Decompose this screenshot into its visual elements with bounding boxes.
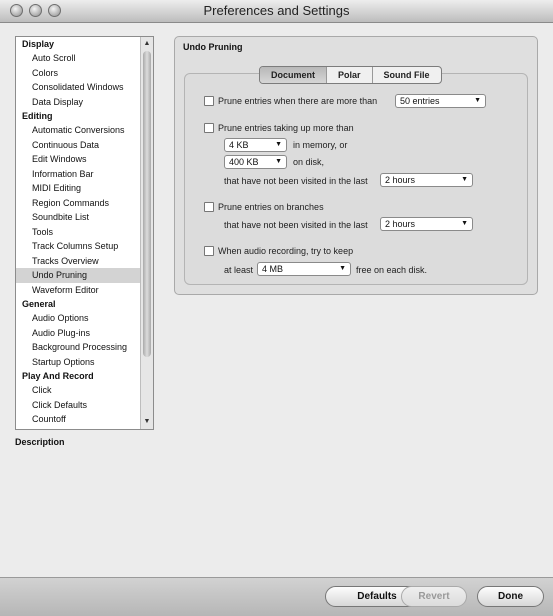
prune-count-value: 50 entries	[400, 96, 440, 106]
free-space-value: 4 MB	[262, 264, 284, 274]
tab-bar	[259, 66, 442, 84]
done-button[interactable]: Done	[477, 586, 544, 607]
audio-recording-label: When audio recording, try to keep	[218, 246, 354, 256]
free-space-suffix: free on each disk.	[356, 265, 428, 275]
prune-size-checkbox[interactable]	[204, 123, 214, 133]
prune-branches-checkbox[interactable]	[204, 202, 214, 212]
sidebar-item[interactable]: Consolidated Windows	[32, 82, 124, 92]
sidebar-list	[16, 37, 141, 427]
sidebar-item[interactable]: Colors	[32, 67, 59, 78]
visited-value-1: 2 hours	[385, 175, 416, 185]
chevron-down-icon: ▼	[339, 265, 346, 272]
sidebar-category[interactable]: Play And Record	[22, 371, 94, 381]
sidebar-item[interactable]: Audio Options	[32, 313, 89, 323]
sidebar-item[interactable]: Edit Windows	[32, 154, 87, 164]
sidebar-item[interactable]: Audio Plug-ins	[32, 327, 91, 338]
bottom-button-bar	[0, 577, 553, 616]
prune-size-label: Prune entries taking up more than	[218, 123, 354, 133]
disk-suffix: on disk,	[293, 157, 325, 167]
scroll-thumb[interactable]	[143, 51, 151, 357]
panel-title: Undo Pruning	[183, 42, 243, 52]
sidebar-item[interactable]: Countoff	[32, 414, 66, 424]
audio-recording-checkbox[interactable]	[204, 246, 214, 256]
memory-size-value: 4 KB	[229, 140, 249, 150]
undo-pruning-panel	[174, 36, 538, 295]
sidebar-item[interactable]: MIDI Editing	[32, 183, 82, 193]
revert-button[interactable]: Revert	[401, 586, 467, 607]
chevron-down-icon: ▼	[461, 220, 468, 227]
sidebar-item[interactable]: Soundbite List	[32, 212, 90, 222]
sidebar-item[interactable]: Continuous Data	[32, 139, 100, 150]
defaults-button[interactable]: Defaults	[325, 586, 429, 607]
sidebar-item[interactable]: Track Columns Setup	[32, 241, 119, 251]
tab-sound-file[interactable]: Sound File	[383, 70, 430, 80]
visited-value-2: 2 hours	[385, 219, 416, 229]
description-label: Description	[15, 437, 65, 447]
scroll-up-arrow-icon[interactable]: ▲	[143, 40, 151, 47]
sidebar-category[interactable]: General	[22, 299, 56, 309]
visited-label-2: that have not been visited in the last	[224, 220, 368, 230]
sidebar-item[interactable]: Click Defaults	[32, 399, 88, 410]
sidebar-item[interactable]: Automatic Conversions	[32, 125, 125, 135]
prune-branches-label: Prune entries on branches	[218, 202, 324, 212]
disk-size-select[interactable]	[224, 155, 287, 169]
sidebar-category[interactable]: Editing	[22, 111, 53, 121]
sidebar-item[interactable]: Tracks Overview	[32, 255, 99, 266]
sidebar-category[interactable]: Display	[22, 39, 55, 49]
sidebar-item[interactable]: Auto Scroll	[32, 53, 76, 63]
tab-polar[interactable]: Polar	[327, 67, 373, 83]
memory-suffix: in memory, or	[293, 140, 348, 150]
tab-document[interactable]: Document	[260, 67, 327, 83]
sidebar-item[interactable]: Background Processing	[32, 342, 128, 352]
sidebar-item[interactable]: Data Display	[32, 96, 84, 107]
sidebar-item[interactable]: Information Bar	[32, 168, 94, 179]
visited-label-1: that have not been visited in the last	[224, 176, 368, 186]
title-bar	[0, 0, 553, 23]
prune-count-checkbox[interactable]	[204, 96, 214, 106]
visited-select-1[interactable]	[380, 173, 473, 187]
visited-select-2[interactable]	[380, 217, 473, 231]
prune-count-select[interactable]	[395, 94, 486, 108]
sidebar-item[interactable]: Startup Options	[32, 356, 95, 367]
prune-count-label: Prune entries when there are more than	[218, 96, 378, 106]
sidebar-item[interactable]: Tools	[32, 226, 54, 237]
chevron-down-icon: ▼	[275, 158, 282, 165]
sidebar-scrollbar[interactable]	[140, 37, 153, 429]
scroll-down-arrow-icon[interactable]: ▼	[143, 418, 151, 425]
preferences-sidebar	[15, 36, 154, 430]
free-space-select[interactable]	[257, 262, 351, 276]
sidebar-item[interactable]: Click	[32, 385, 52, 395]
at-least-label: at least	[224, 265, 254, 275]
chevron-down-icon: ▼	[474, 97, 481, 104]
sidebar-item[interactable]: Region Commands	[32, 197, 110, 208]
sidebar-item[interactable]: Undo Pruning	[16, 268, 141, 283]
memory-size-select[interactable]	[224, 138, 287, 152]
window-title: Preferences and Settings	[203, 3, 350, 18]
chevron-down-icon: ▼	[461, 176, 468, 183]
chevron-down-icon: ▼	[275, 141, 282, 148]
disk-size-value: 400 KB	[229, 157, 259, 167]
sidebar-item[interactable]: Waveform Editor	[32, 284, 99, 295]
